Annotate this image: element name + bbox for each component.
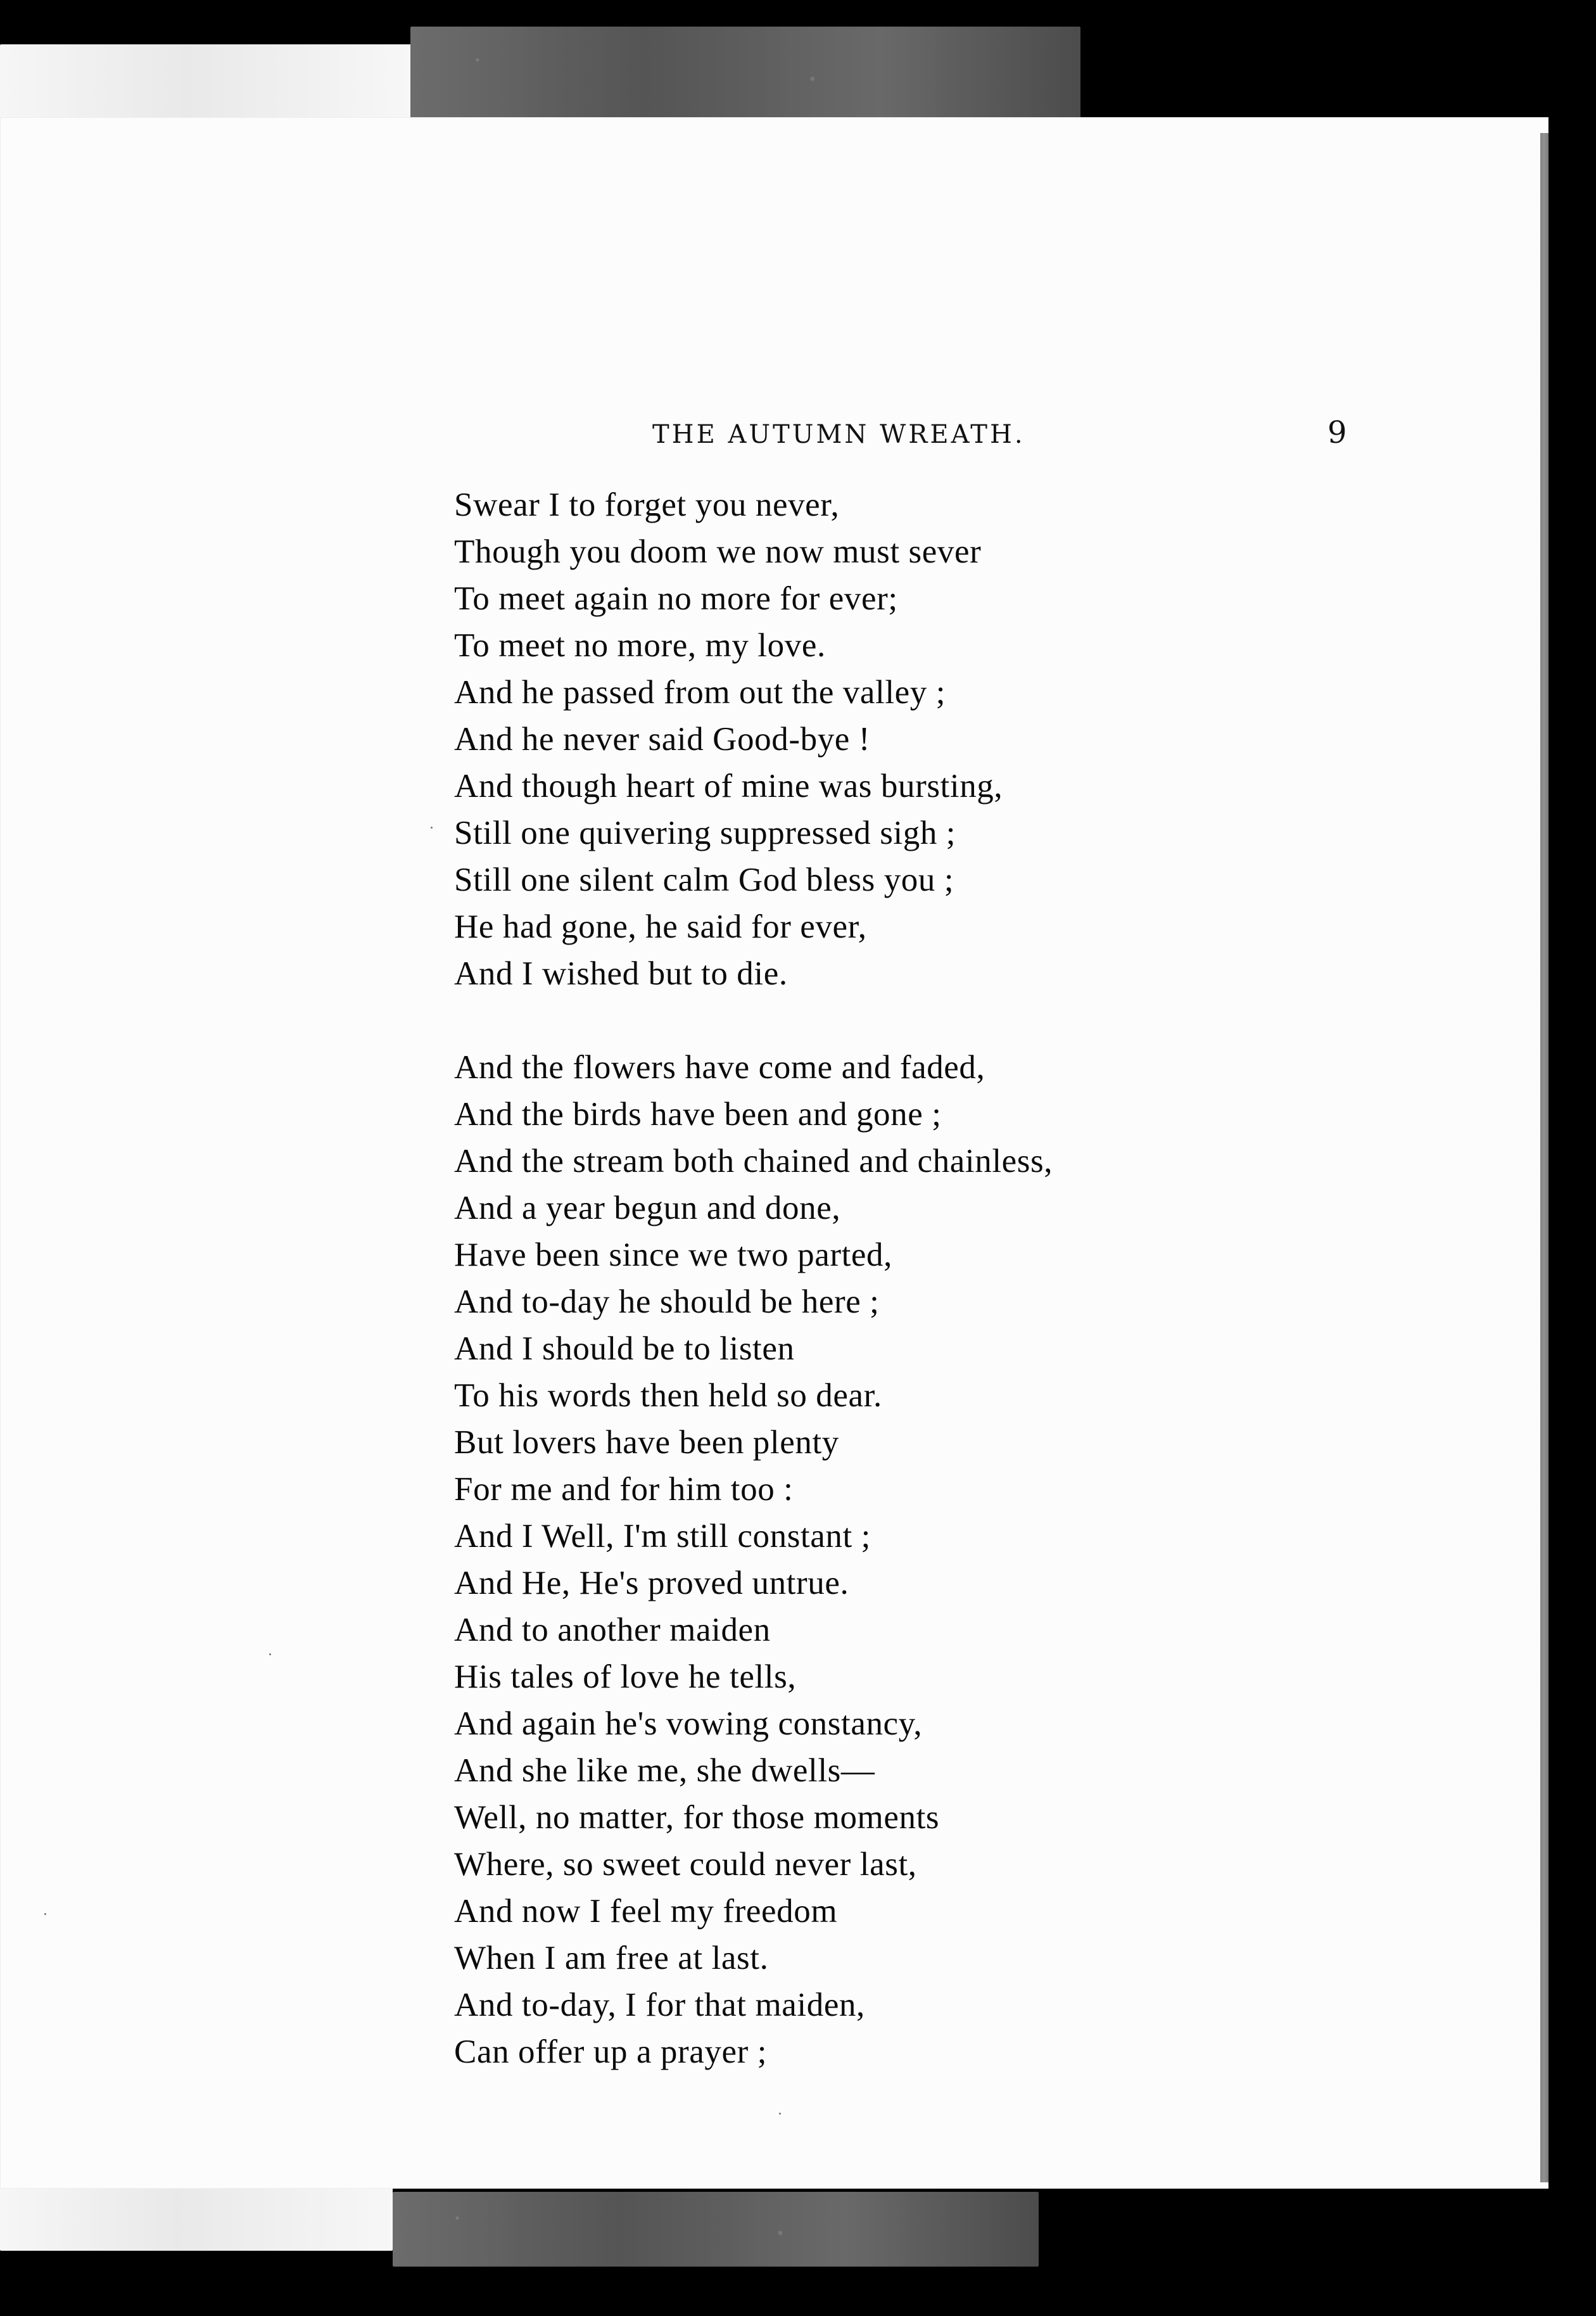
poem-line: When I am free at last. <box>454 1940 769 1976</box>
bottom-dark-binding-strip <box>393 2192 1039 2267</box>
poem-line: And to-day he should be here ; <box>454 1283 880 1320</box>
poem-line: For me and for him too : <box>454 1471 794 1508</box>
poem-line: Still one quivering suppressed sigh ; <box>454 815 956 851</box>
poem-line: And the birds have been and gone ; <box>454 1096 942 1133</box>
poem-line: And the stream both chained and chainless, <box>454 1143 1053 1180</box>
poem-line: And he never said Good-bye ! <box>454 721 871 758</box>
poem-line: And to another maiden <box>454 1612 771 1648</box>
poem-line: And he passed from out the valley ; <box>454 674 946 711</box>
scan-speck <box>431 827 433 829</box>
poem-line: And He, He's proved untrue. <box>454 1565 849 1601</box>
poem-line: And again he's vowing constancy, <box>454 1705 923 1742</box>
poem-line: And I wished but to die. <box>454 955 788 992</box>
poem-line: To meet again no more for ever; <box>454 580 898 617</box>
book-page <box>0 117 1548 2189</box>
page-right-edge-shadow <box>1540 133 1549 2182</box>
poem-line: Still one silent calm God bless you ; <box>454 862 954 898</box>
poem-line: Well, no matter, for those moments <box>454 1799 940 1836</box>
poem-line: Where, so sweet could never last, <box>454 1846 917 1883</box>
poem-line: He had gone, he said for ever, <box>454 908 867 945</box>
poem-line: Have been since we two parted, <box>454 1237 892 1273</box>
poem-line: To his words then held so dear. <box>454 1377 882 1414</box>
poem-line: To meet no more, my love. <box>454 627 826 664</box>
poem-text <box>454 481 1309 2075</box>
scan-speck <box>779 2113 781 2115</box>
poem-line: And to-day, I for that maiden, <box>454 1987 865 2023</box>
page-number: 9 <box>1327 415 1347 450</box>
poem-line: Swear I to forget you never, <box>454 487 840 523</box>
poem-line: And a year begun and done, <box>454 1190 841 1226</box>
stanza-break <box>454 997 1309 1044</box>
poem-line: And she like me, she dwells— <box>454 1752 875 1789</box>
top-left-page-strip <box>0 44 412 120</box>
scan-speck <box>269 1653 271 1655</box>
top-dark-binding-strip <box>410 27 1080 122</box>
poem-line: And though heart of mine was bursting, <box>454 768 1003 805</box>
poem-line: Though you doom we now must sever <box>454 533 982 570</box>
scan-speck <box>44 1913 46 1915</box>
poem-line: Can offer up a prayer ; <box>454 2033 768 2070</box>
bottom-left-page-strip <box>0 2184 393 2251</box>
poem-line: His tales of love he tells, <box>454 1658 797 1695</box>
running-head: THE AUTUMN WREATH. <box>652 420 1025 449</box>
poem-line: And now I feel my freedom <box>454 1893 838 1930</box>
poem-line: And the flowers have come and faded, <box>454 1049 985 1086</box>
poem-line: And I Well, I'm still constant ; <box>454 1518 871 1555</box>
poem-line: And I should be to listen <box>454 1330 795 1367</box>
poem-line: But lovers have been plenty <box>454 1424 839 1461</box>
